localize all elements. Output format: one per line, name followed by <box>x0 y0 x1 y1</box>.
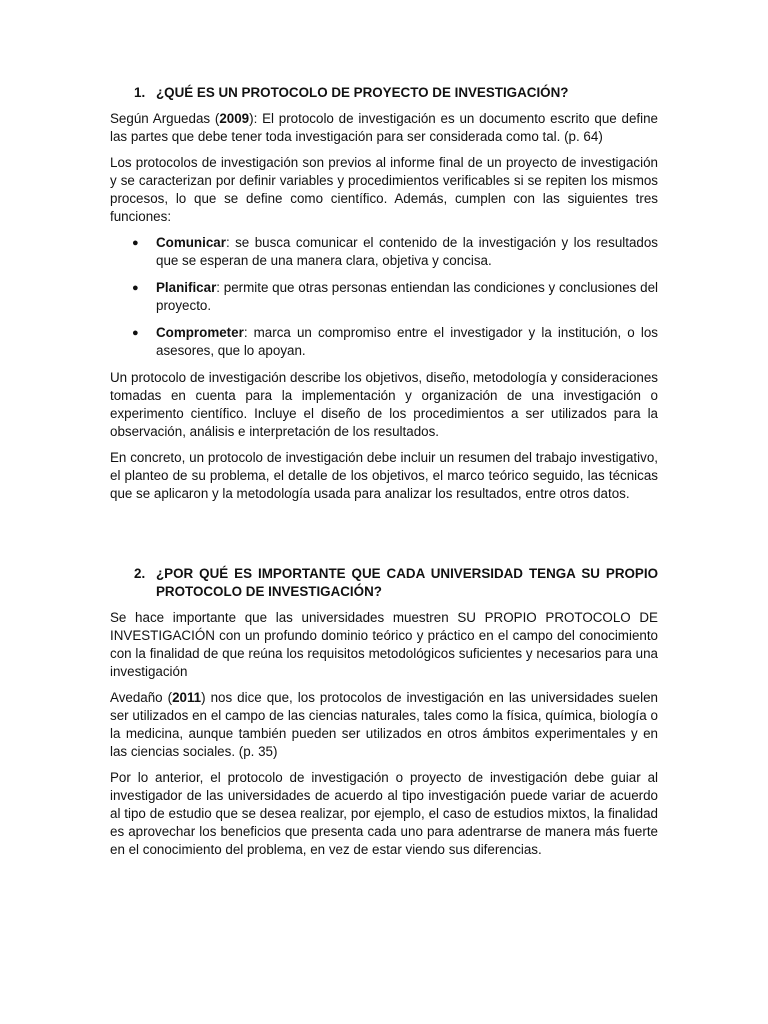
list-item-term: Comunicar <box>156 235 226 250</box>
section-1-paragraph-4: En concreto, un protocolo de investigación debe incluir un resumen del trabajo investigativo, el planteo de su problema, el detalle de los objetivos, el marco teórico seguido, las técnicas que se aplicaron y la metodología usada para analizar los resultados, entre otros datos. <box>110 450 658 501</box>
citation-prefix: Avedaño ( <box>110 690 173 705</box>
list-item-text: : se busca comunicar el contenido de la investigación y los resultados que se esperan de una manera clara, objetiva y concisa. <box>156 235 658 268</box>
section-1-paragraph-2: Los protocolos de investigación son previos al informe final de un proyecto de investigación y se caracterizan por definir variables y procedimientos verificables si se repiten los mismos procesos, lo que se define como científico. Además, cumplen con las siguientes tres funciones: <box>110 155 658 224</box>
citation-text: ): El protocolo de investigación es un documento escrito que define las partes que debe tener toda investigación para ser considerada como tal. (p. 64) <box>110 111 658 144</box>
section-spacer <box>110 511 658 565</box>
list-item-text: : marca un compromiso entre el investigador y la institución, o los asesores, que lo apoyan. <box>156 325 658 358</box>
section-1-title: ¿QUÉ ES UN PROTOCOLO DE PROYECTO DE INVESTIGACIÓN? <box>156 85 569 100</box>
section-1-number: 1. <box>134 85 146 100</box>
citation-year: 2011 <box>172 690 202 705</box>
bullet-icon: ● <box>132 237 139 249</box>
list-item-term: Comprometer <box>156 325 244 340</box>
bullet-icon: ● <box>132 282 139 294</box>
list-item <box>110 234 658 270</box>
section-2-title: ¿POR QUÉ ES IMPORTANTE QUE CADA UNIVERSIDAD TENGA SU PROPIO PROTOCOLO DE INVESTIGACIÓN? <box>156 566 658 599</box>
citation-text: ) nos dice que, los protocolos de investigación en las universidades suelen ser utilizados en el campo de las ciencias naturales, tales como la física, química, biología o la medicina, aunque también pueden ser utilizados en otros ámbitos experimentales y en las ciencias sociales. (p. 35) <box>110 690 658 759</box>
functions-list <box>110 234 658 360</box>
section-2-paragraph-1: Se hace importante que las universidades muestren SU PROPIO PROTOCOLO DE INVESTIGACIÓN con un profundo dominio teórico y práctico en el campo del conocimiento con la finalidad de que reúna los requisitos metodológicos suficientes y necesarios para una investigación <box>110 610 658 679</box>
list-item-term: Planificar <box>156 280 217 295</box>
section-2-heading <box>110 565 658 601</box>
bullet-icon: ● <box>132 327 139 339</box>
section-1-paragraph-3: Un protocolo de investigación describe los objetivos, diseño, metodología y consideraciones tomadas en cuenta para la implementación y organización de una investigación o experimento científico. Incluye el diseño de los procedimientos a ser utilizados para la observación, análisis e interpretación de los resultados. <box>110 370 658 439</box>
citation-prefix: Según Arguedas ( <box>110 111 220 126</box>
section-1-heading <box>110 84 658 102</box>
list-item <box>110 279 658 315</box>
section-2-paragraph-3: Por lo anterior, el protocolo de investigación o proyecto de investigación debe guiar al investigador de las universidades de acuerdo al tipo investigación puede variar de acuerdo al tipo de estudio que se desea realizar, por ejemplo, el caso de estudios mixtos, la finalidad es aprovechar los beneficios que presenta cada uno para adentrarse de manera más fuerte en el conocimiento del problema, en vez de estar viendo sus diferencias. <box>110 770 658 857</box>
document-body <box>110 84 658 867</box>
list-item-text: : permite que otras personas entiendan las condiciones y conclusiones del proyecto. <box>156 280 658 313</box>
section-2-number: 2. <box>134 566 146 581</box>
citation-year: 2009 <box>219 111 250 126</box>
section-1-paragraph-1 <box>110 110 658 146</box>
section-2-paragraph-2 <box>110 689 658 761</box>
list-item <box>110 324 658 360</box>
